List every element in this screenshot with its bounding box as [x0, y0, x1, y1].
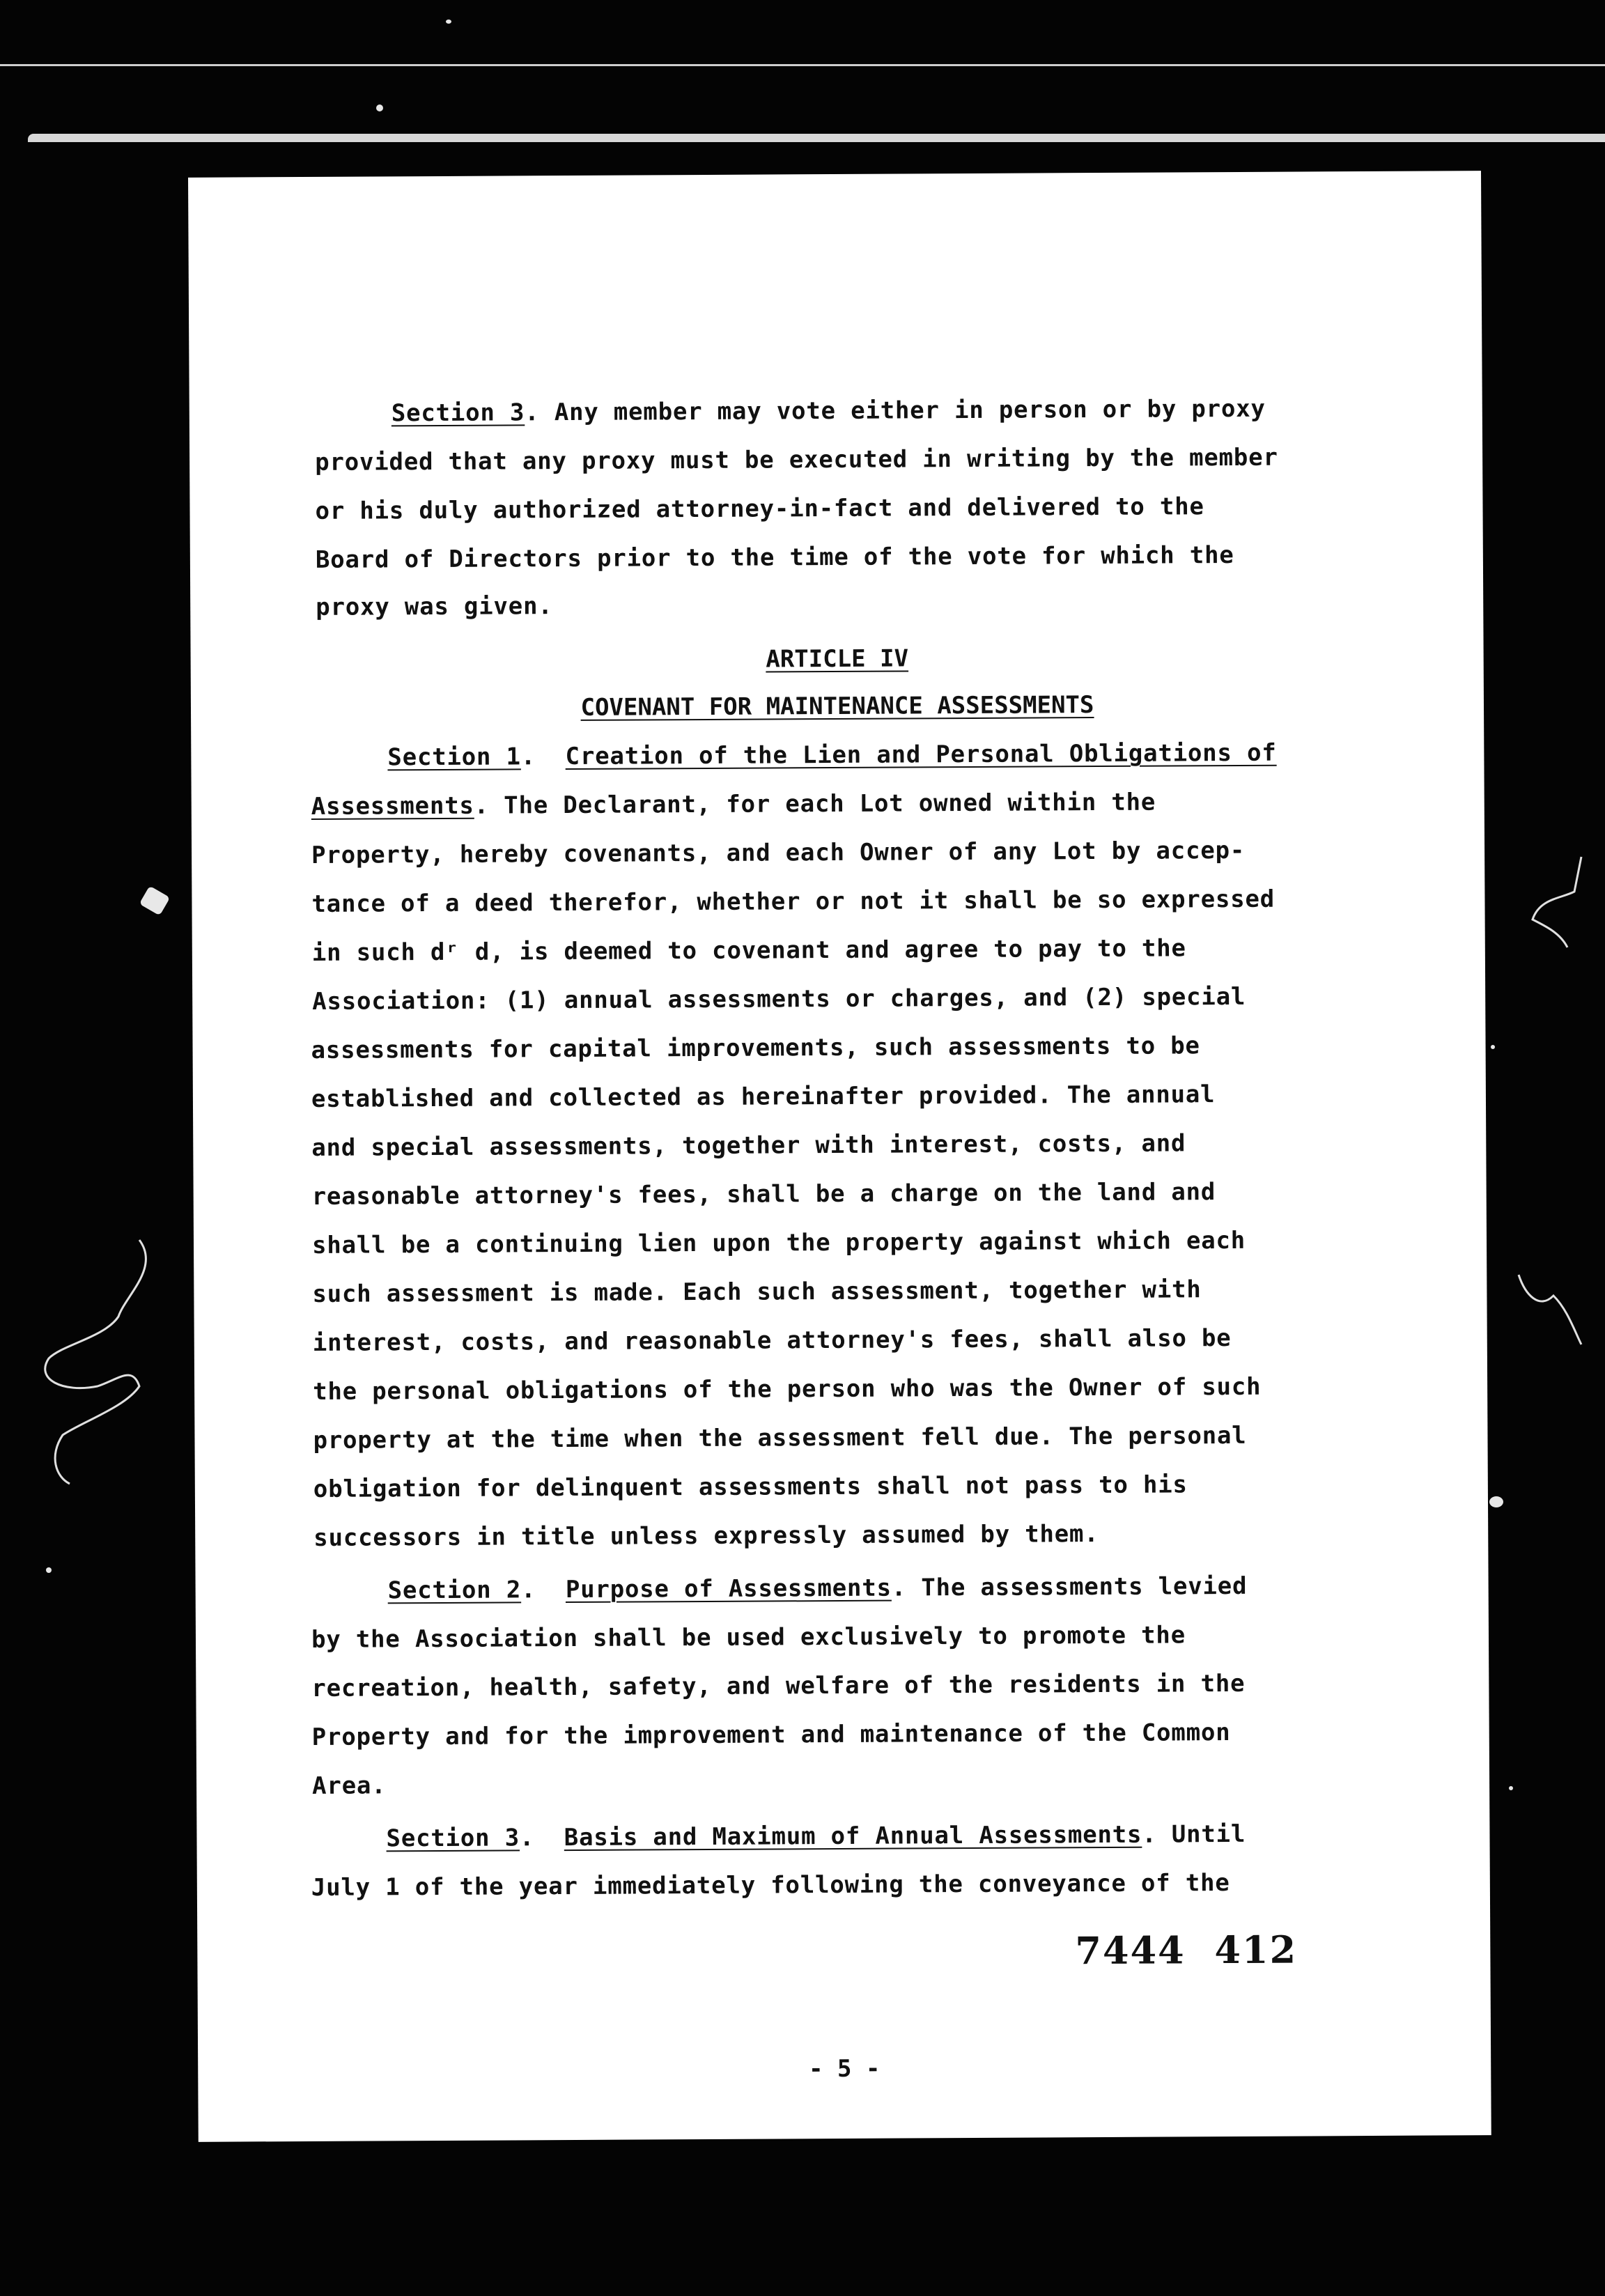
- section-heading: Section 2: [387, 1576, 522, 1605]
- document-page: [188, 171, 1491, 2142]
- scan-speck: [1491, 1045, 1495, 1049]
- body-line: or his duly authorized attorney-in-fact and delivered to the: [315, 492, 1204, 525]
- section-title: Basis and Maximum of Annual Assessments: [564, 1820, 1142, 1852]
- body-line: by the Association shall be used exclusively to promote the: [311, 1621, 1186, 1654]
- section1-heading-line: [387, 739, 1276, 772]
- body-line: recreation, health, safety, and welfare of the residents in the: [311, 1669, 1246, 1702]
- recording-page-number: 412: [1214, 1927, 1298, 1973]
- section-heading: Section 3: [391, 398, 525, 428]
- article-subtitle: COVENANT FOR MAINTENANCE ASSESSMENTS: [580, 691, 1094, 722]
- article-title-row: [191, 642, 1484, 676]
- scan-edge-line: [0, 64, 1605, 66]
- body-text: . Until: [1142, 1820, 1246, 1849]
- section3-basis-heading-line: [386, 1820, 1246, 1852]
- body-line: established and collected as hereinafter provided. The annual: [311, 1080, 1216, 1113]
- scan-artifact-left: [21, 1226, 160, 1491]
- body-line: July 1 of the year immediately following the conveyance of the: [311, 1869, 1230, 1902]
- section-title: Assessments: [311, 791, 474, 821]
- scan-speck: [1489, 1496, 1503, 1507]
- scan-edge-band: [28, 134, 1605, 142]
- body-line: in such dʳ d, is deemed to covenant and agree to pay to the: [311, 934, 1186, 967]
- body-line: interest, costs, and reasonable attorney's fees, shall also be: [312, 1324, 1232, 1357]
- body-line: and special assessments, together with interest, costs, and: [311, 1129, 1186, 1162]
- body-line: tance of a deed therefor, whether or not it shall be so expressed: [311, 885, 1276, 918]
- scan-speck: [139, 886, 170, 916]
- body-line: shall be a continuing lien upon the property against which each: [311, 1226, 1246, 1259]
- body-line: Area.: [312, 1771, 387, 1800]
- body-text: . Any member may vote either in person or by proxy: [525, 394, 1266, 427]
- scan-speck: [376, 104, 383, 111]
- section-title: Purpose of Assessments: [565, 1574, 892, 1604]
- section-title: Creation of the Lien and Personal Obligations of: [565, 738, 1277, 771]
- heading-separator: .: [519, 1824, 564, 1852]
- article-subtitle-row: [191, 689, 1484, 724]
- section3-vote-line-1: [391, 395, 1266, 428]
- scan-speck: [46, 1567, 52, 1573]
- section1-line-1: [311, 789, 1156, 821]
- body-line: provided that any proxy must be executed in writing by the member: [315, 443, 1278, 476]
- body-line: proxy was given.: [316, 592, 553, 621]
- scan-artifact-right: [1512, 850, 1588, 961]
- scan-artifact-right-2: [1512, 1268, 1588, 1351]
- scan-speck: [446, 20, 451, 24]
- body-line: such assessment is made. Each such assessment, together with: [312, 1275, 1202, 1308]
- body-text: . The Declarant, for each Lot owned within the: [474, 788, 1156, 820]
- body-line: property at the time when the assessment fell due. The personal: [313, 1421, 1247, 1455]
- scan-speck: [1509, 1786, 1513, 1790]
- recording-book-number: 7444: [1075, 1927, 1186, 1973]
- section2-heading-line: [388, 1572, 1248, 1604]
- body-text: . The assessments levied: [891, 1572, 1248, 1602]
- body-line: Association: (1) annual assessments or charges, and (2) special: [312, 982, 1246, 1016]
- page-number: - 5 -: [808, 2054, 881, 2084]
- section-heading: Section 1: [387, 743, 521, 772]
- page-number-row: [198, 2051, 1491, 2086]
- body-line: obligation for delinquent assessments shall not pass to his: [313, 1471, 1188, 1503]
- body-line: assessments for capital improvements, such assessments to be: [311, 1032, 1200, 1064]
- heading-separator: .: [520, 743, 566, 771]
- body-line: Property, hereby covenants, and each Owner of any Lot by accep-: [311, 836, 1246, 869]
- article-title: ARTICLE IV: [766, 644, 909, 674]
- body-line: Property and for the improvement and maintenance of the Common: [311, 1719, 1231, 1751]
- body-line: reasonable attorney's fees, shall be a charge on the land and: [311, 1178, 1216, 1211]
- section-heading: Section 3: [386, 1824, 520, 1853]
- body-line: the personal obligations of the person who was the Owner of such: [313, 1372, 1262, 1406]
- heading-separator: .: [520, 1576, 566, 1604]
- body-line: Board of Directors prior to the time of the vote for which the: [315, 541, 1234, 574]
- body-line: successors in title unless expressly assumed by them.: [313, 1520, 1099, 1552]
